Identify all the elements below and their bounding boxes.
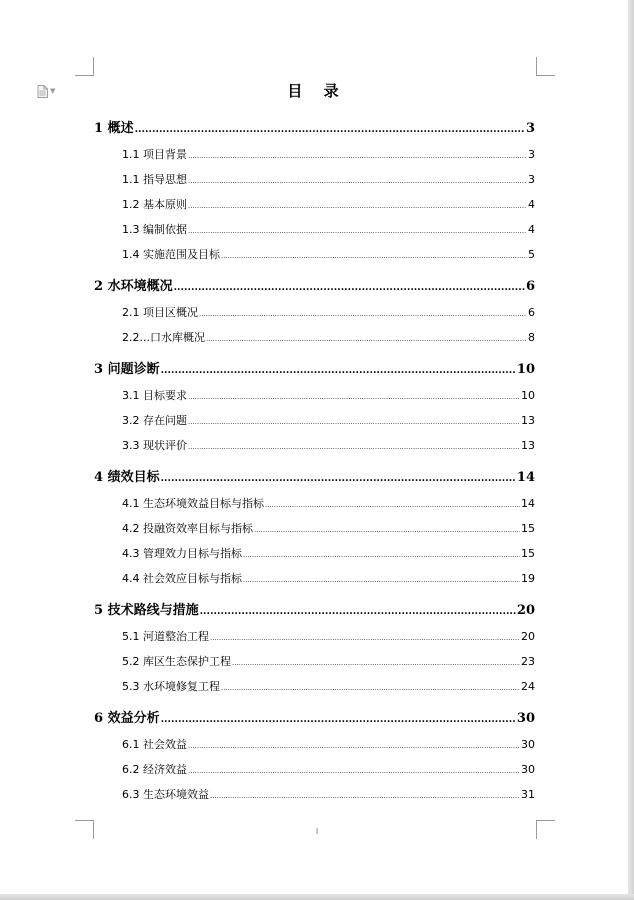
toc-entry-page: 3 — [528, 148, 535, 161]
toc-entry-page: 31 — [521, 788, 535, 801]
toc-entry-label: 2.2...口水库概况 — [122, 331, 205, 344]
toc-entry-label: 1.1 指导思想 — [122, 173, 187, 186]
toc-section-entry[interactable] — [122, 196, 535, 212]
toc-dot-leader — [265, 501, 520, 509]
toc-entry-page: 10 — [521, 389, 535, 402]
toc-entry-page: 5 — [528, 248, 535, 261]
toc-entry-label: 5.3 水环境修复工程 — [122, 680, 220, 693]
toc-entry-label: 3.3 现状评价 — [122, 439, 187, 452]
toc-entry-page: 3 — [528, 173, 535, 186]
toc-dot-leader — [254, 526, 520, 534]
toc-chapter-entry[interactable] — [94, 599, 535, 618]
toc-dot-leader — [188, 418, 520, 426]
toc-section-entry[interactable] — [122, 653, 535, 669]
toc-dot-leader — [161, 714, 516, 725]
page-number: I — [315, 827, 319, 836]
toc-entry-label: 3.1 目标要求 — [122, 389, 187, 402]
toc-dot-leader — [188, 742, 520, 750]
toc-entry-page: 14 — [521, 497, 535, 510]
toc-dot-leader — [161, 365, 516, 376]
toc-entry-page: 30 — [521, 738, 535, 751]
toc-entry-page: 23 — [521, 655, 535, 668]
toc-dot-leader — [243, 551, 520, 559]
toc-entry-page: 15 — [521, 547, 535, 560]
toc-entry-page: 30 — [516, 711, 535, 726]
toc-entry-label: 4.4 社会效应目标与指标 — [122, 572, 242, 585]
toc-entry-label: 5.2 库区生态保护工程 — [122, 655, 231, 668]
toc-entry-label: 2.1 项目区概况 — [122, 306, 198, 319]
toc-dot-leader — [199, 310, 527, 318]
toc-section-entry[interactable] — [122, 412, 535, 428]
toc-entry-label: 4.3 管理效力目标与指标 — [122, 547, 242, 560]
toc-entry-page: 20 — [521, 630, 535, 643]
toc-entry-page: 24 — [521, 680, 535, 693]
toc-dot-leader — [243, 576, 520, 584]
toc-entry-page: 6 — [525, 279, 535, 294]
toc-dot-leader — [188, 177, 527, 185]
toc-dot-leader — [188, 152, 527, 160]
toc-section-entry[interactable] — [122, 678, 535, 694]
toc-entry-label: 5.1 河道整治工程 — [122, 630, 209, 643]
toc-entry-label: 4.2 投融资效率目标与指标 — [122, 522, 253, 535]
toc-entry-page: 4 — [528, 198, 535, 211]
toc-entry-label: 6 效益分析 — [94, 711, 160, 726]
toc-entry-label: 1.2 基本原则 — [122, 198, 187, 211]
toc-section-entry[interactable] — [122, 146, 535, 162]
chevron-down-icon: ▼ — [50, 87, 56, 95]
toc-dot-leader — [206, 335, 527, 343]
toc-entry-label: 3.2 存在问题 — [122, 414, 187, 427]
toc-dot-leader — [188, 202, 527, 210]
toc-dot-leader — [188, 227, 527, 235]
toc-entry-label: 6.1 社会效益 — [122, 738, 187, 751]
toc-title: 目 录 — [287, 82, 347, 100]
toc-entry-page: 8 — [528, 331, 535, 344]
toc-dot-leader — [232, 659, 520, 667]
toc-entry-label: 1.3 编制依据 — [122, 223, 187, 236]
toc-entry-page: 3 — [525, 121, 535, 136]
toc-entry-label: 5 技术路线与措施 — [94, 603, 199, 618]
toc-section-entry[interactable] — [122, 761, 535, 777]
toc-section-entry[interactable] — [122, 437, 535, 453]
toc-dot-leader — [188, 443, 520, 451]
toc-dot-leader — [135, 124, 525, 135]
toc-entry-page: 15 — [521, 522, 535, 535]
toc-section-entry[interactable] — [122, 786, 535, 802]
toc-entry-label: 3 问题诊断 — [94, 362, 160, 377]
toc-entry-label: 1.1 项目背景 — [122, 148, 187, 161]
toc-dot-leader — [188, 393, 520, 401]
toc-section-entry[interactable] — [122, 736, 535, 752]
crop-mark-top-left — [75, 57, 94, 76]
toc-chapter-entry[interactable] — [94, 707, 535, 726]
toc-section-entry[interactable] — [122, 545, 535, 561]
toc-section-entry[interactable] — [122, 520, 535, 536]
toc-chapter-entry[interactable] — [94, 275, 535, 294]
toc-section-entry[interactable] — [122, 221, 535, 237]
page-shadow-right — [628, 0, 634, 900]
toc-dot-leader — [200, 606, 516, 617]
toc-entry-label: 1 概述 — [94, 121, 134, 136]
toc-entry-page: 13 — [521, 414, 535, 427]
toc-entry-page: 20 — [516, 603, 535, 618]
toc-section-entry[interactable] — [122, 570, 535, 586]
toc-entry-page: 10 — [516, 362, 535, 377]
page-shadow-bottom — [0, 894, 634, 900]
toc-entry-page: 4 — [528, 223, 535, 236]
toc-entry-page: 6 — [528, 306, 535, 319]
toc-section-entry[interactable] — [122, 171, 535, 187]
toc-chapter-entry[interactable] — [94, 466, 535, 485]
toc-entry-label: 4.1 生态环境效益目标与指标 — [122, 497, 264, 510]
crop-mark-top-right — [536, 57, 555, 76]
toc-entry-label: 6.3 生态环境效益 — [122, 788, 209, 801]
toc-entry-label: 2 水环境概况 — [94, 279, 173, 294]
toc-dot-leader — [210, 792, 520, 800]
toc-dot-leader — [161, 473, 516, 484]
toc-chapter-entry[interactable] — [94, 117, 535, 136]
toc-section-entry[interactable] — [122, 387, 535, 403]
toc-section-entry[interactable] — [122, 304, 535, 320]
toc-entry-page: 30 — [521, 763, 535, 776]
toc-section-entry[interactable] — [122, 329, 535, 345]
toc-section-entry[interactable] — [122, 495, 535, 511]
toc-dot-leader — [221, 252, 527, 260]
toc-dot-leader — [210, 634, 520, 642]
toc-entry-page: 19 — [521, 572, 535, 585]
toc-entry-label: 4 绩效目标 — [94, 470, 160, 485]
toc-entry-label: 1.4 实施范围及目标 — [122, 248, 220, 261]
toc-section-entry[interactable] — [122, 246, 535, 262]
toc-chapter-entry[interactable] — [94, 358, 535, 377]
toc-dot-leader — [174, 282, 525, 293]
toc-dot-leader — [188, 767, 520, 775]
toc-entry-label: 6.2 经济效益 — [122, 763, 187, 776]
toc-entry-page: 14 — [516, 470, 535, 485]
toc-dot-leader — [221, 684, 520, 692]
toc-entry-page: 13 — [521, 439, 535, 452]
toc-section-entry[interactable] — [122, 628, 535, 644]
